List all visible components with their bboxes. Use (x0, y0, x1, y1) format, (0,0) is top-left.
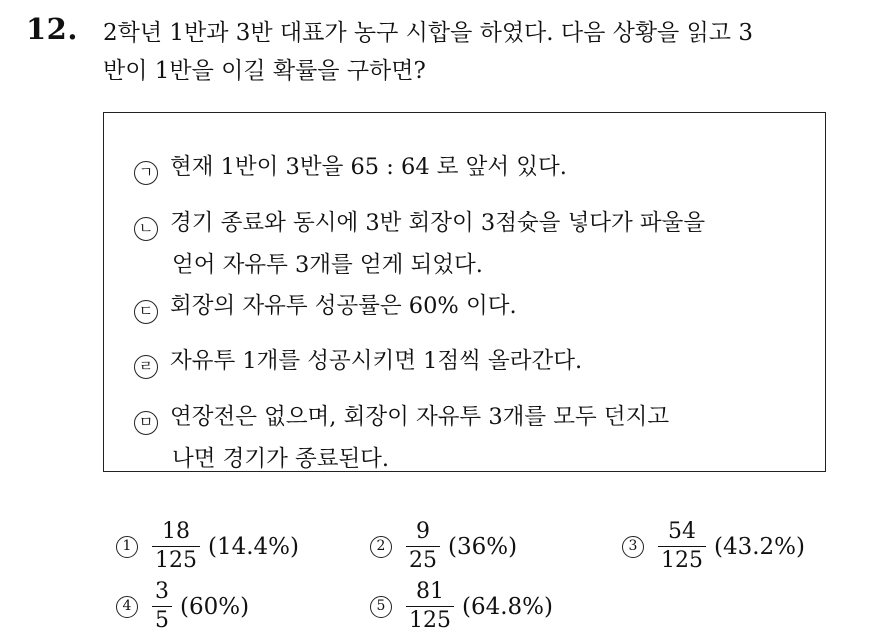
choice-1-marker: 1 (116, 536, 138, 558)
choice-3-fraction (658, 520, 706, 573)
choice-2-fraction (406, 520, 440, 573)
question-text-line-2: 반이 1반을 이길 확률을 구하면? (103, 58, 426, 84)
fraction-bar (406, 606, 454, 607)
condition-c-text: 회장의 자유투 성공률은 60% 이다. (170, 293, 517, 319)
fraction-bar (406, 546, 440, 547)
choice-4-percent: (60%) (180, 593, 250, 620)
condition-d-text: 자유투 1개를 성공시키면 1점씩 올라간다. (170, 348, 583, 374)
question-text-line-1: 2학년 1반과 3반 대표가 농구 시합을 하였다. 다음 상황을 읽고 3 (103, 20, 753, 46)
choice-5-percent: (64.8%) (462, 593, 554, 620)
condition-e-text-2: 나면 경기가 종료된다. (172, 446, 390, 472)
condition-a-text: 현재 1반이 3반을 65 : 64 로 앞서 있다. (170, 154, 567, 180)
condition-e (134, 399, 669, 473)
choice-5[interactable] (370, 580, 553, 633)
choice-3-denominator: 125 (661, 548, 703, 573)
choice-3-marker: 3 (622, 536, 644, 558)
choice-1[interactable] (116, 520, 299, 573)
condition-marker-a: ㄱ (134, 161, 158, 185)
choice-3-numerator: 54 (668, 519, 696, 544)
choice-2-marker: 2 (370, 536, 392, 558)
choice-4-denominator: 5 (155, 608, 169, 633)
choice-2-denominator: 25 (409, 548, 437, 573)
conditions-box (103, 112, 826, 472)
choice-1-denominator: 125 (155, 548, 197, 573)
condition-marker-e: ㅁ (134, 411, 158, 435)
fraction-bar (658, 546, 706, 547)
choice-2-numerator: 9 (416, 519, 430, 544)
choice-2[interactable] (370, 520, 517, 573)
choice-1-numerator: 18 (162, 519, 190, 544)
fraction-bar (152, 546, 200, 547)
choice-1-percent: (14.4%) (208, 533, 300, 560)
choice-3-percent: (43.2%) (714, 533, 806, 560)
choice-4-fraction (152, 580, 172, 633)
condition-marker-b: ㄴ (134, 217, 158, 241)
fraction-bar (152, 606, 172, 607)
condition-c (134, 288, 517, 324)
condition-b-text-1: 경기 종료와 동시에 3반 회장이 3점슛을 넣다가 파울을 (170, 210, 706, 236)
choice-3[interactable] (622, 520, 805, 573)
choice-4-marker: 4 (116, 596, 138, 618)
choice-5-fraction (406, 580, 454, 633)
choice-5-marker: 5 (370, 596, 392, 618)
condition-marker-d: ㄹ (134, 355, 158, 379)
condition-e-text-1: 연장전은 없으며, 회장이 자유투 3개를 모두 던지고 (170, 404, 670, 430)
choice-4[interactable] (116, 580, 249, 633)
question-number: 12. (26, 12, 78, 46)
choice-2-percent: (36%) (448, 533, 518, 560)
condition-b (134, 205, 705, 279)
condition-d (134, 343, 582, 379)
choice-5-numerator: 81 (416, 579, 444, 604)
condition-marker-c: ㄷ (134, 300, 158, 324)
choice-5-denominator: 125 (409, 608, 451, 633)
condition-a (134, 149, 567, 185)
choice-1-fraction (152, 520, 200, 573)
choice-4-numerator: 3 (155, 579, 169, 604)
condition-b-text-2: 얻어 자유투 3개를 얻게 되었다. (172, 252, 483, 278)
